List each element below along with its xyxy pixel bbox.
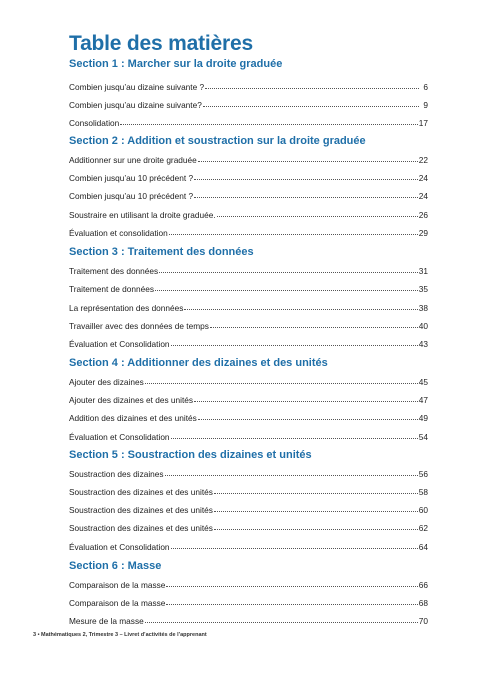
toc-entry-label: Additionner sur une droite graduée bbox=[69, 155, 197, 165]
section-heading-6: Section 6 : Masse bbox=[69, 560, 162, 572]
toc-entry-page: 40 bbox=[418, 321, 428, 331]
toc-entry-label: Consolidation bbox=[69, 118, 120, 128]
toc-entry[interactable] bbox=[69, 469, 428, 479]
toc-entry[interactable] bbox=[69, 598, 428, 608]
dot-leader bbox=[171, 438, 418, 439]
toc-entry-page: 22 bbox=[418, 155, 428, 165]
toc-entry-label: Évaluation et consolidation bbox=[69, 228, 168, 238]
toc-entry-label: Combien jusqu’au dizaine suivante ? bbox=[69, 82, 205, 92]
toc-entry[interactable] bbox=[69, 413, 428, 423]
section-heading-3: Section 3 : Traitement des données bbox=[69, 246, 254, 258]
toc-entry-label: Évaluation et Consolidation bbox=[69, 542, 170, 552]
toc-entry-label: Traitement de données bbox=[69, 284, 155, 294]
toc-entry-label: Soustraction des dizaines et des unités bbox=[69, 505, 213, 515]
toc-entry[interactable] bbox=[69, 542, 428, 552]
toc-entry-page: 24 bbox=[418, 191, 428, 201]
toc-entry[interactable] bbox=[69, 395, 428, 405]
toc-entry-page: 54 bbox=[418, 432, 428, 442]
toc-entry-page: 31 bbox=[418, 266, 428, 276]
toc-entry[interactable] bbox=[69, 339, 428, 349]
dot-leader bbox=[166, 604, 417, 605]
dot-leader bbox=[194, 401, 418, 402]
toc-entry-label: Soustraction des dizaines et des unités bbox=[69, 523, 213, 533]
toc-entry[interactable] bbox=[69, 432, 428, 442]
toc-entry[interactable] bbox=[69, 303, 428, 313]
page-title: Table des matières bbox=[69, 32, 253, 55]
dot-leader bbox=[159, 272, 418, 273]
toc-entry[interactable] bbox=[69, 155, 428, 165]
toc-entry[interactable] bbox=[69, 118, 428, 128]
toc-entry-page: 24 bbox=[418, 173, 428, 183]
dot-leader bbox=[184, 309, 417, 310]
toc-entry-label: Soustraire en utilisant la droite graduée. bbox=[69, 210, 216, 220]
toc-entry-label: Combien jusqu’au 10 précédent ? bbox=[69, 173, 194, 183]
toc-entry-page: 47 bbox=[418, 395, 428, 405]
section-heading-1: Section 1 : Marcher sur la droite graduée bbox=[69, 58, 283, 70]
toc-entry-label: Travailler avec des données de temps bbox=[69, 321, 209, 331]
dot-leader bbox=[214, 493, 418, 494]
dot-leader bbox=[145, 622, 418, 623]
toc-entry[interactable] bbox=[69, 321, 428, 331]
toc-entry[interactable] bbox=[69, 173, 428, 183]
dot-leader bbox=[171, 345, 418, 346]
dot-leader bbox=[198, 161, 418, 162]
dot-leader bbox=[120, 124, 417, 125]
toc-entry[interactable] bbox=[69, 82, 428, 92]
toc-entry[interactable] bbox=[69, 616, 428, 626]
dot-leader bbox=[214, 529, 418, 530]
toc-entry[interactable] bbox=[69, 580, 428, 590]
dot-leader bbox=[169, 234, 418, 235]
toc-entry-label: Comparaison de la masse bbox=[69, 580, 166, 590]
toc-entry-page: 29 bbox=[418, 228, 428, 238]
toc-entry-label: Ajouter des dizaines et des unités bbox=[69, 395, 194, 405]
toc-entry-label: Addition des dizaines et des unités bbox=[69, 413, 197, 423]
dot-leader bbox=[203, 106, 419, 107]
dot-leader bbox=[210, 327, 418, 328]
dot-leader bbox=[194, 179, 418, 180]
dot-leader bbox=[198, 419, 418, 420]
toc-entry-page: 38 bbox=[418, 303, 428, 313]
toc-entry-label: Mesure de la masse bbox=[69, 616, 144, 626]
toc-entry-page: 45 bbox=[418, 377, 428, 387]
toc-entry-label: Comparaison de la masse bbox=[69, 598, 166, 608]
toc-entry-page: 68 bbox=[418, 598, 428, 608]
toc-entry-page: 17 bbox=[418, 118, 428, 128]
toc-entry-label: Traitement des données bbox=[69, 266, 159, 276]
toc-entry[interactable] bbox=[69, 523, 428, 533]
dot-leader bbox=[145, 383, 418, 384]
toc-entry-page: 43 bbox=[418, 339, 428, 349]
toc-entry-page: 62 bbox=[418, 523, 428, 533]
dot-leader bbox=[217, 216, 418, 217]
toc-entry[interactable] bbox=[69, 191, 428, 201]
dot-leader bbox=[194, 197, 418, 198]
toc-entry-label: Ajouter des dizaines bbox=[69, 377, 144, 387]
toc-entry-page: 49 bbox=[418, 413, 428, 423]
toc-entry-page: 9 bbox=[423, 100, 428, 110]
toc-entry-label: Évaluation et Consolidation bbox=[69, 432, 170, 442]
toc-entry[interactable] bbox=[69, 100, 428, 110]
toc-entry[interactable] bbox=[69, 266, 428, 276]
toc-entry-page: 64 bbox=[418, 542, 428, 552]
section-heading-2: Section 2 : Addition et soustraction sur la droite graduée bbox=[69, 135, 366, 147]
toc-entry-label: Soustraction des dizaines bbox=[69, 469, 164, 479]
dot-leader bbox=[171, 548, 418, 549]
dot-leader bbox=[205, 88, 419, 89]
toc-entry[interactable] bbox=[69, 505, 428, 515]
toc-entry-page: 70 bbox=[418, 616, 428, 626]
dot-leader bbox=[214, 511, 418, 512]
toc-entry[interactable] bbox=[69, 487, 428, 497]
dot-leader bbox=[165, 475, 418, 476]
toc-entry-label: Combien jusqu’au 10 précédent ? bbox=[69, 191, 194, 201]
toc-entry-page: 66 bbox=[418, 580, 428, 590]
dot-leader bbox=[155, 290, 418, 291]
toc-entry-page: 35 bbox=[418, 284, 428, 294]
toc-entry-label: Combien jusqu’au dizaine suivante? bbox=[69, 100, 202, 110]
section-heading-4: Section 4 : Additionner des dizaines et des unités bbox=[69, 357, 328, 369]
toc-entry-page: 56 bbox=[418, 469, 428, 479]
toc-entry[interactable] bbox=[69, 210, 428, 220]
page-footer: 3 • Mathématiques 2, Trimestre 3 – Livret d’activités de l’apprenant bbox=[33, 632, 207, 638]
toc-entry[interactable] bbox=[69, 377, 428, 387]
toc-entry-page: 6 bbox=[423, 82, 428, 92]
toc-entry-page: 26 bbox=[418, 210, 428, 220]
toc-entry-label: Soustraction des dizaines et des unités bbox=[69, 487, 213, 497]
toc-entry[interactable] bbox=[69, 284, 428, 294]
toc-entry-label: Évaluation et Consolidation bbox=[69, 339, 170, 349]
toc-entry-page: 58 bbox=[418, 487, 428, 497]
toc-entry-page: 60 bbox=[418, 505, 428, 515]
toc-entry[interactable] bbox=[69, 228, 428, 238]
section-heading-5: Section 5 : Soustraction des dizaines et unités bbox=[69, 449, 312, 461]
toc-entry-label: La représentation des données bbox=[69, 303, 184, 313]
dot-leader bbox=[166, 586, 417, 587]
